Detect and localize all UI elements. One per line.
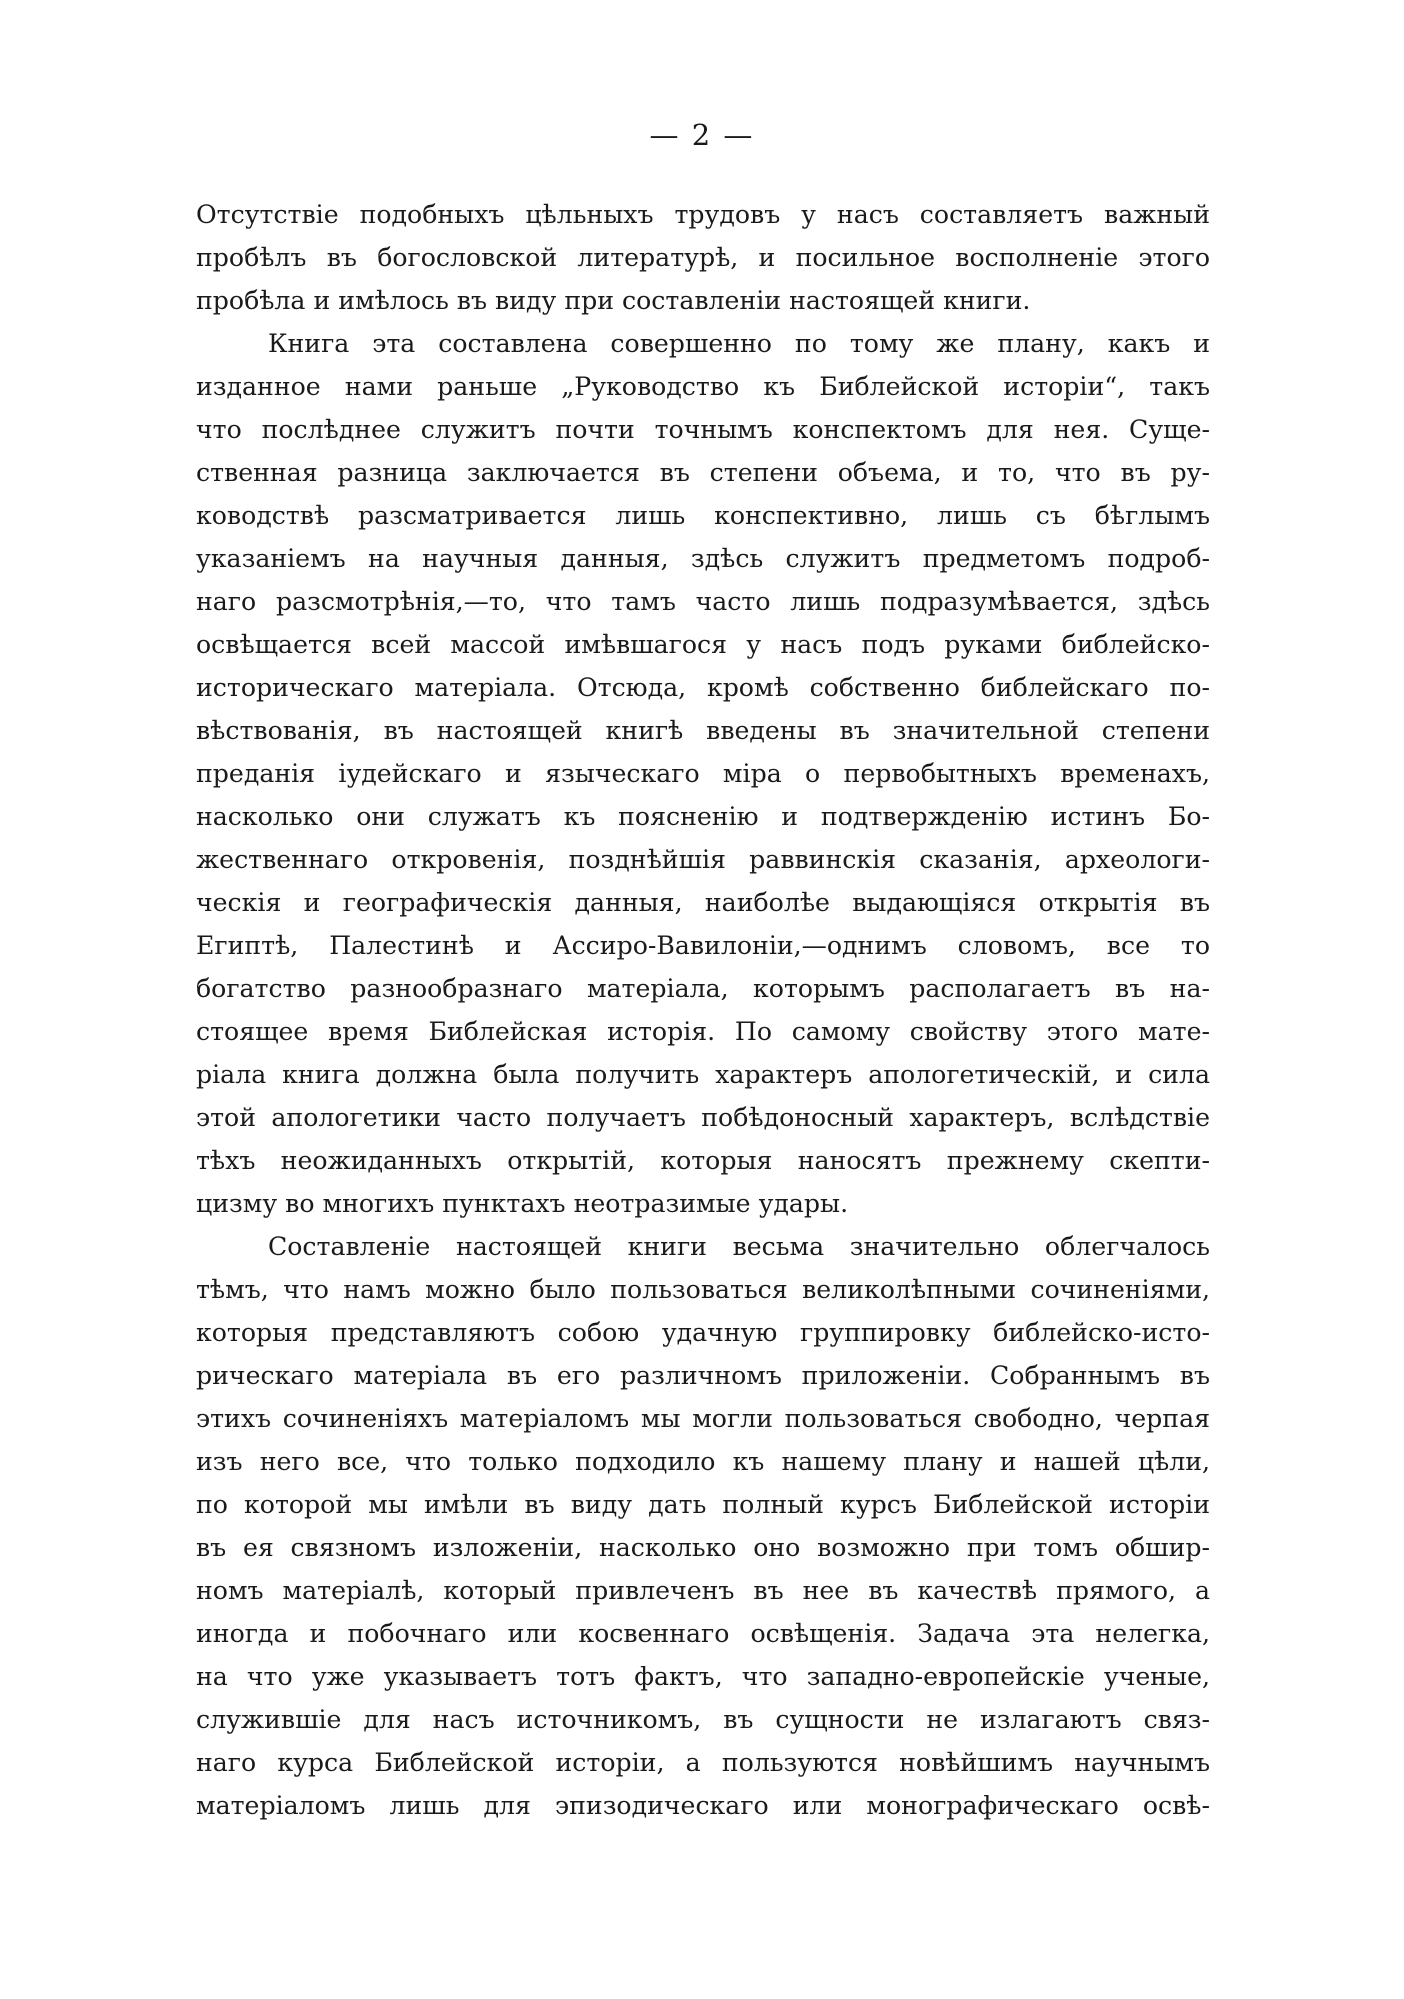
body-text [196,193,1210,1827]
text-line: указаніемъ на научныя данныя, здѣсь служитъ предметомъ подроб- [196,544,1210,573]
text-line: изданное нами раньше „Руководство къ Библейской исторіи“, такъ [196,372,1210,401]
text-line: цизму во многихъ пунктахъ неотразимые удары. [196,1189,849,1218]
text-line: стоящее время Библейская исторія. По самому свойству этого мате- [196,1017,1210,1046]
text-line: Книга эта составлена совершенно по тому же плану, какъ и [268,329,1210,358]
text-line: ственная разница заключается въ степени объема, и то, что въ ру- [196,458,1210,487]
text-line: пробѣлъ въ богословской литературѣ, и посильное восполненіе этого [196,243,1210,272]
text-line: наго курса Библейской исторіи, а пользуются новѣйшимъ научнымъ [196,1748,1210,1777]
text-line: жественнаго откровенія, позднѣйшія раввинскія сказанія, археологи- [196,845,1210,874]
text-line: наго разсмотрѣнія,—то, что тамъ часто лишь подразумѣвается, здѣсь [196,587,1210,616]
text-line: которыя представляютъ собою удачную группировку библейско-исто- [196,1318,1210,1347]
text-line: пробѣла и имѣлось въ виду при составленіи настоящей книги. [196,286,1031,315]
text-line: Отсутствіе подобныхъ цѣльныхъ трудовъ у насъ составляетъ важный [196,200,1210,229]
text-line: въ ея связномъ изложеніи, насколько оно возможно при томъ обшир- [196,1533,1210,1562]
text-line: изъ него все, что только подходило къ нашему плану и нашей цѣли, [196,1447,1210,1476]
text-line: Египтѣ, Палестинѣ и Ассиро-Вавилоніи,—однимъ словомъ, все то [196,931,1210,960]
text-line: тѣхъ неожиданныхъ открытій, которыя наносятъ прежнему скепти- [196,1146,1210,1175]
text-line: этихъ сочиненіяхъ матеріаломъ мы могли пользоваться свободно, черпая [196,1404,1210,1433]
text-line: ководствѣ разсматривается лишь конспективно, лишь съ бѣглымъ [196,501,1210,530]
text-line: ріала книга должна была получить характеръ апологетическій, и сила [196,1060,1210,1089]
text-line: насколько они служатъ къ поясненію и подтвержденію истинъ Бо- [196,802,1210,831]
text-line: что послѣднее служитъ почти точнымъ конспектомъ для нея. Суще- [196,415,1210,444]
text-line: на что уже указываетъ тотъ фактъ, что западно-европейскіе ученые, [196,1662,1210,1691]
text-line: по которой мы имѣли въ виду дать полный курсъ Библейской исторіи [196,1490,1210,1519]
text-line: рическаго матеріала въ его различномъ приложеніи. Собраннымъ въ [196,1361,1210,1390]
text-line: номъ матеріалѣ, который привлеченъ въ нее въ качествѣ прямого, а [196,1576,1210,1605]
text-line: богатство разнообразнаго матеріала, которымъ располагаетъ въ на- [196,974,1210,1003]
text-line: служившіе для насъ источникомъ, въ сущности не излагаютъ связ- [196,1705,1210,1734]
text-line: освѣщается всей массой имѣвшагося у насъ подъ руками библейско- [196,630,1210,659]
text-line: историческаго матеріала. Отсюда, кромѣ собственно библейскаго по- [196,673,1210,702]
text-line: этой апологетики часто получаетъ побѣдоносный характеръ, вслѣдствіе [196,1103,1210,1132]
text-line: Составленіе настоящей книги весьма значительно облегчалось [268,1232,1210,1261]
text-line: ческія и географическія данныя, наиболѣе выдающіяся открытія въ [196,888,1210,917]
text-line: вѣствованія, въ настоящей книгѣ введены въ значительной степени [196,716,1210,745]
text-line: матеріаломъ лишь для эпизодическаго или монографическаго освѣ- [196,1791,1210,1820]
text-line: преданія іудейскаго и языческаго міра о первобытныхъ временахъ, [196,759,1210,788]
text-line: тѣмъ, что намъ можно было пользоваться великолѣпными сочиненіями, [196,1275,1210,1304]
page-number: — 2 — [649,118,755,152]
text-line: иногда и побочнаго или косвеннаго освѣщенія. Задача эта нелегка, [196,1619,1210,1648]
